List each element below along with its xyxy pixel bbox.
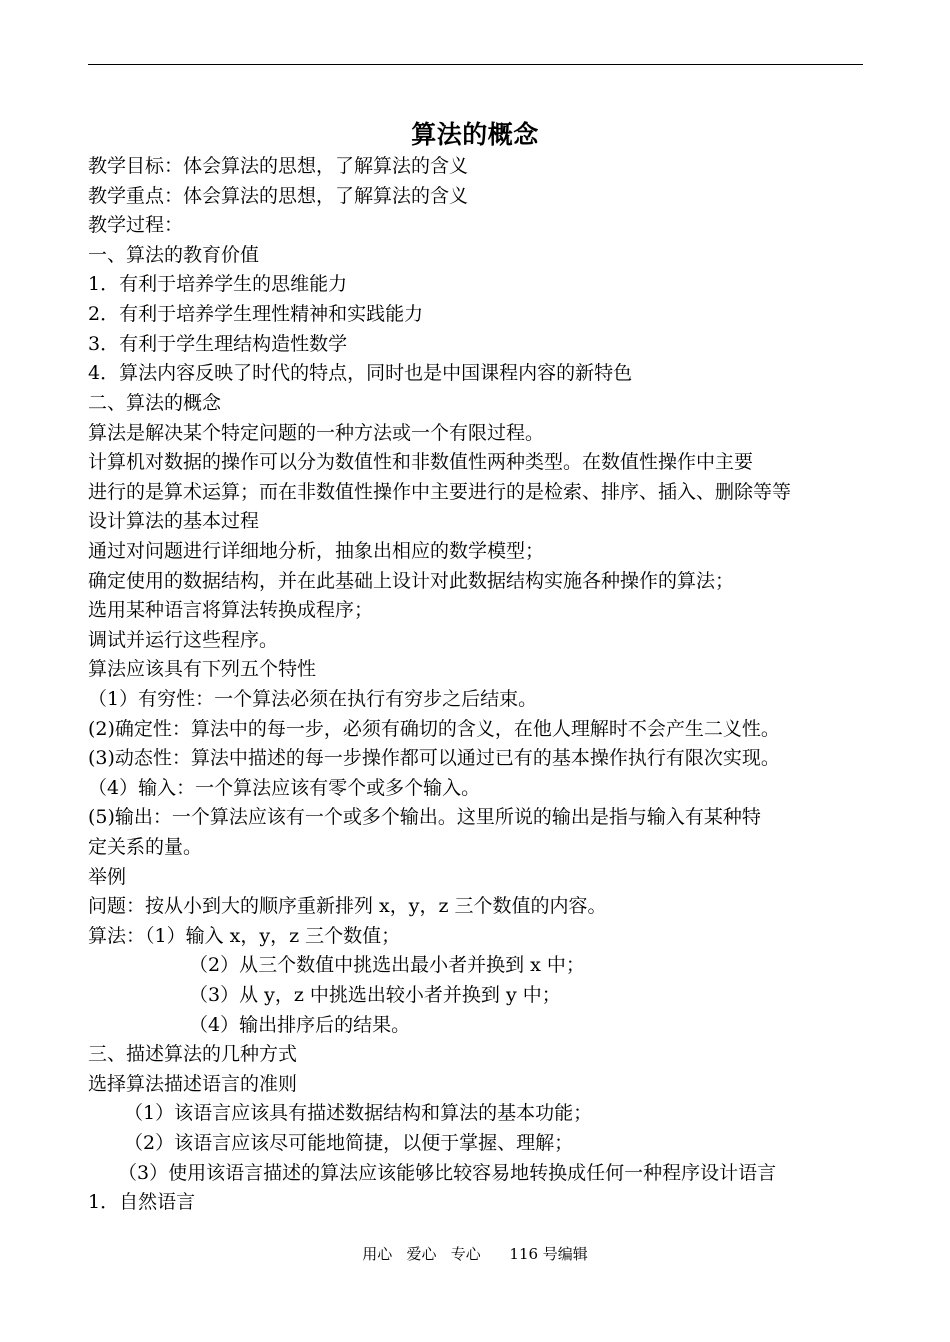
body-line: 设计算法的基本过程 [88,510,260,532]
list-item: （1）有穷性：一个算法必须在执行有穷步之后结束。 [88,688,538,710]
section-heading: 三、描述算法的几种方式 [88,1043,298,1065]
list-item: （2）该语言应该尽可能地简捷，以便于掌握、理解； [124,1132,574,1154]
body-line: 调试并运行这些程序。 [88,629,279,651]
section-heading: 二、算法的概念 [88,392,222,414]
body-line: 算法是解决某个特定问题的一种方法或一个有限过程。 [88,422,545,444]
body-line: 选择算法描述语言的准则 [88,1073,298,1095]
header-rule [88,64,863,65]
list-item: 3．有利于学生理结构造性数学 [88,333,348,355]
body-line: 举例 [88,866,127,888]
section-heading: 一、算法的教育价值 [88,244,260,266]
body-line: 教学重点：体会算法的思想，了解算法的含义 [88,185,469,207]
list-item: 1．有利于培养学生的思维能力 [88,273,348,295]
body-line: 计算机对数据的操作可以分为数值性和非数值性两种类型。在数值性操作中主要 [88,451,754,473]
body-line: 确定使用的数据结构，并在此基础上设计对此数据结构实施各种操作的算法； [88,570,735,592]
list-item: (2)确定性：算法中的每一步，必须有确切的含义，在他人理解时不会产生二义性。 [88,718,780,740]
list-item: （3）从 y，z 中挑选出较小者并换到 y 中； [189,984,561,1006]
body-line: 教学过程： [88,214,184,236]
page-title: 算法的概念 [411,120,539,149]
list-item: （1）该语言应该具有描述数据结构和算法的基本功能； [124,1102,593,1124]
body-line: 问题：按从小到大的顺序重新排列 x，y，z 三个数值的内容。 [88,895,607,917]
list-item: 4．算法内容反映了时代的特点，同时也是中国课程内容的新特色 [88,362,633,384]
body-line: 通过对问题进行详细地分析，抽象出相应的数学模型； [88,540,545,562]
body-line: 教学目标：体会算法的思想，了解算法的含义 [88,155,469,177]
list-item: （4）输入：一个算法应该有零个或多个输入。 [88,777,481,799]
list-item: （2）从三个数值中挑选出最小者并换到 x 中； [189,954,585,976]
list-item: （3）使用该语言描述的算法应该能够比较容易地转换成任何一种程序设计语言 [118,1162,777,1184]
page-footer: 用心 爱心 专心 116 号编辑 [362,1245,588,1263]
list-item: (5)输出：一个算法应该有一个或多个输出。这里所说的输出是指与输入有某种特 [88,806,761,828]
body-line: 定关系的量。 [88,836,203,858]
body-line: 选用某种语言将算法转换成程序； [88,599,374,621]
body-line: 算法应该具有下列五个特性 [88,658,317,680]
list-item: (3)动态性：算法中描述的每一步操作都可以通过已有的基本操作执行有限次实现。 [88,747,780,769]
body-line: 进行的是算术运算；而在非数值性操作中主要进行的是检索、排序、插入、删除等等 [88,481,792,503]
list-item: （4）输出排序后的结果。 [189,1014,411,1036]
list-item: 2．有利于培养学生理性精神和实践能力 [88,303,424,325]
body-line: 算法：（1）输入 x，y，z 三个数值； [88,925,401,947]
list-item: 1．自然语言 [88,1191,196,1213]
